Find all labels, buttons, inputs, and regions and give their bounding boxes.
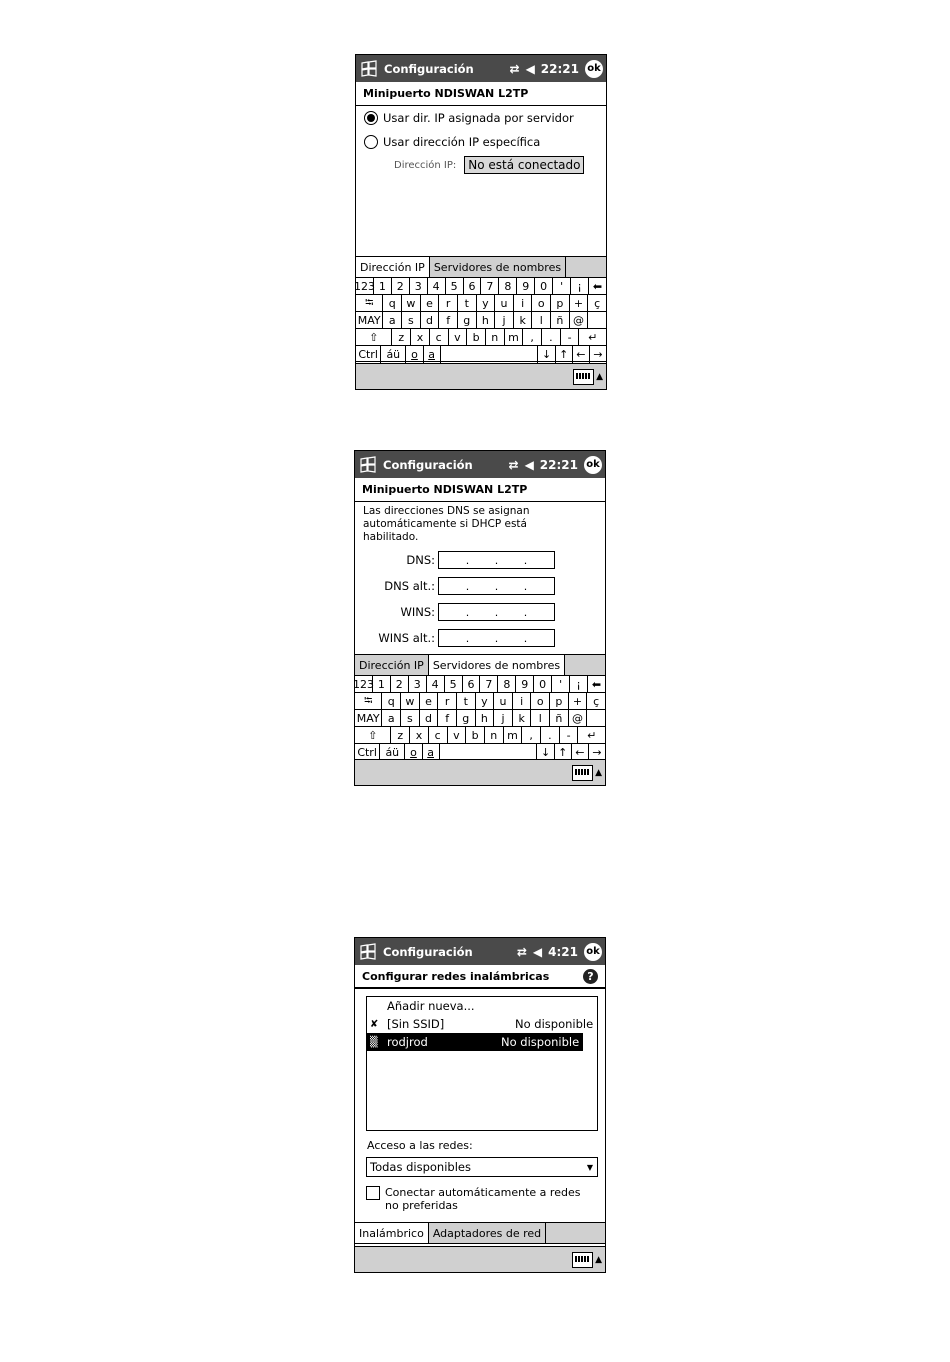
radio-server-assigned[interactable]	[356, 106, 606, 130]
dns-input[interactable]: . . .	[438, 551, 555, 569]
key[interactable]: 3	[409, 676, 427, 692]
key[interactable]: b	[467, 329, 486, 345]
backspace-key[interactable]: ⬅	[591, 677, 602, 691]
command-bar	[355, 1246, 605, 1272]
network-name: rodjrod	[387, 1035, 428, 1049]
key[interactable]: p	[551, 295, 570, 311]
key[interactable]: h	[477, 312, 496, 328]
title-bar	[355, 451, 605, 478]
key[interactable]: 9	[516, 676, 534, 692]
clock[interactable]: 22:21	[540, 61, 579, 76]
key[interactable]: s	[402, 312, 421, 328]
keyboard-icon[interactable]	[573, 369, 594, 385]
key[interactable]: q	[382, 693, 401, 709]
checkbox-label: Conectar automáticamente a redes no preferidas	[385, 1186, 581, 1212]
radio-icon[interactable]	[364, 135, 378, 149]
right-arrow-key[interactable]: →	[593, 348, 603, 361]
right-arrow-key[interactable]: →	[592, 746, 602, 759]
title-bar	[355, 938, 605, 965]
key[interactable]: ñ	[550, 710, 569, 726]
left-arrow-key[interactable]: ←	[573, 346, 590, 363]
tab-key[interactable]: ⭾	[355, 693, 382, 709]
keyboard-row	[355, 693, 605, 710]
soft-keyboard	[353, 278, 606, 362]
up-arrow-key[interactable]: ↑	[555, 744, 572, 761]
sip-menu-arrow-icon[interactable]: ▲	[595, 1254, 602, 1265]
keyboard-row	[355, 727, 605, 744]
tab-key[interactable]: ⭾	[356, 295, 383, 311]
key[interactable]: ñ	[551, 312, 570, 328]
key[interactable]: 123	[353, 279, 375, 293]
key[interactable]: 3	[410, 278, 428, 294]
key[interactable]: e	[420, 693, 439, 709]
key[interactable]: +	[570, 295, 589, 311]
caps-key[interactable]: MAY	[356, 312, 383, 328]
dropdown-arrow-icon[interactable]: ▼	[586, 1162, 593, 1172]
key[interactable]: k	[514, 312, 533, 328]
down-arrow-key[interactable]: ↓	[537, 744, 554, 761]
network-status: No disponible	[501, 1035, 580, 1049]
key[interactable]: ,	[522, 727, 541, 743]
key[interactable]: r	[438, 693, 457, 709]
key[interactable]: x	[410, 727, 429, 743]
up-arrow-key[interactable]: ↑	[556, 346, 573, 363]
keyboard-row	[356, 329, 606, 346]
key[interactable]: 7	[481, 278, 499, 294]
key[interactable]: v	[448, 727, 467, 743]
windows-start-icon[interactable]	[359, 60, 379, 78]
key[interactable]: ,	[523, 329, 542, 345]
screen-name-servers	[354, 450, 606, 786]
network-name: [Sin SSID]	[387, 1017, 445, 1031]
key[interactable]: .	[541, 727, 560, 743]
key[interactable]: b	[466, 727, 485, 743]
key[interactable]: a	[424, 346, 441, 363]
list-item[interactable]	[367, 1033, 583, 1051]
key[interactable]: d	[421, 312, 440, 328]
tab-ip-address[interactable]: Dirección IP	[356, 257, 430, 277]
wins-alt-label: WINS alt.:	[378, 631, 435, 645]
key[interactable]: t	[458, 295, 477, 311]
dns-alt-input[interactable]: . . .	[438, 577, 555, 595]
connection-icon[interactable]: ⇄	[508, 457, 519, 472]
keyboard-icon[interactable]	[572, 765, 593, 781]
key[interactable]: 2	[392, 278, 410, 294]
screen-ip-address	[355, 54, 607, 390]
down-arrow-key[interactable]: ↓	[538, 346, 555, 363]
tab-strip	[355, 1222, 605, 1244]
ctrl-key[interactable]: Ctrl	[355, 744, 380, 761]
key[interactable]: x	[411, 329, 430, 345]
tab-strip	[355, 654, 605, 676]
key[interactable]: z	[392, 329, 411, 345]
key[interactable]: +	[569, 693, 588, 709]
key[interactable]: o	[531, 693, 550, 709]
key[interactable]: n	[485, 727, 504, 743]
space-key[interactable]	[441, 346, 539, 363]
key[interactable]: o	[532, 295, 551, 311]
accent-key[interactable]: áü	[380, 744, 405, 761]
key[interactable]: 7	[480, 676, 498, 692]
key[interactable]: -	[561, 329, 580, 345]
access-point-icon: ▒	[370, 1036, 378, 1048]
key[interactable]: w	[401, 693, 420, 709]
page-header	[355, 965, 605, 989]
key[interactable]: c	[430, 329, 449, 345]
key[interactable]: f	[439, 312, 458, 328]
key[interactable]: m	[505, 329, 524, 345]
key[interactable]: ç	[593, 694, 600, 708]
wins-alt-input[interactable]: . . .	[438, 629, 555, 647]
key[interactable]: ¡	[570, 676, 588, 692]
auto-connect-option[interactable]	[366, 1186, 585, 1212]
title-bar	[356, 55, 606, 82]
key[interactable]: j	[494, 710, 513, 726]
screen-wireless-networks	[354, 937, 606, 1273]
connection-icon[interactable]: ⇄	[509, 61, 520, 76]
shift-key[interactable]: ⇧	[355, 727, 391, 743]
key[interactable]: 1	[374, 278, 392, 294]
key[interactable]: 8	[498, 676, 516, 692]
key[interactable]: h	[476, 710, 495, 726]
key[interactable]: g	[458, 312, 477, 328]
enter-key[interactable]: ↵	[588, 330, 598, 344]
left-arrow-key[interactable]: ←	[572, 744, 589, 761]
key[interactable]: n	[486, 329, 505, 345]
network-list[interactable]	[366, 996, 598, 1131]
page-title: Configurar redes inalámbricas	[362, 969, 550, 983]
access-select[interactable]	[366, 1157, 598, 1177]
dns-label: DNS:	[406, 553, 435, 567]
key[interactable]: u	[494, 693, 513, 709]
network-name: Añadir nueva...	[387, 999, 475, 1013]
caps-key[interactable]: MAY	[355, 710, 382, 726]
wins-input[interactable]: . . .	[438, 603, 555, 621]
sip-menu-arrow-icon[interactable]: ▲	[595, 767, 602, 778]
radio-specific-ip[interactable]	[356, 130, 606, 154]
key[interactable]: z	[391, 727, 410, 743]
key[interactable]: .	[542, 329, 561, 345]
dns-alt-label: DNS alt.:	[384, 579, 435, 593]
windows-start-icon[interactable]	[358, 456, 378, 474]
key[interactable]: 0	[535, 278, 553, 294]
key[interactable]: 2	[391, 676, 409, 692]
access-value: Todas disponibles	[370, 1160, 471, 1174]
key[interactable]: w	[402, 295, 421, 311]
key[interactable]: o	[405, 744, 422, 761]
key[interactable]: '	[552, 676, 570, 692]
radio-icon[interactable]	[364, 111, 378, 125]
dns-note: Las direcciones DNS se asignan automáticamente si DHCP está habilitado.	[363, 505, 530, 543]
ip-value-field: No está conectado	[464, 156, 584, 174]
list-item[interactable]	[367, 1015, 597, 1033]
key[interactable]: v	[449, 329, 468, 345]
key[interactable]: j	[495, 312, 514, 328]
key[interactable]: c	[429, 727, 448, 743]
radio-label: Usar dir. IP asignada por servidor	[383, 111, 574, 125]
key[interactable]: o	[406, 346, 423, 363]
page-title: Minipuerto NDISWAN L2TP	[355, 478, 605, 502]
key[interactable]: k	[513, 710, 532, 726]
key[interactable]: 123	[352, 677, 374, 691]
key[interactable]: 6	[463, 676, 481, 692]
key[interactable]: 5	[445, 676, 463, 692]
app-title: Configuración	[383, 944, 473, 959]
key[interactable]: i	[514, 295, 533, 311]
wins-label: WINS:	[400, 605, 435, 619]
tab-name-servers[interactable]: Servidores de nombres	[429, 655, 565, 675]
backspace-key[interactable]: ⬅	[592, 279, 603, 293]
key[interactable]: a	[383, 312, 402, 328]
key[interactable]: 5	[446, 278, 464, 294]
ad-hoc-network-icon: ✘	[370, 1018, 379, 1030]
app-title: Configuración	[384, 61, 474, 76]
speaker-icon[interactable]: ◀︎	[532, 944, 543, 959]
key[interactable]: a	[382, 710, 401, 726]
key[interactable]: 1	[373, 676, 391, 692]
key[interactable]: p	[550, 693, 569, 709]
key[interactable]: y	[477, 295, 496, 311]
keyboard-row	[356, 312, 606, 329]
key[interactable]: l	[531, 710, 550, 726]
key[interactable]: ç	[594, 296, 601, 310]
tab-name-servers[interactable]: Servidores de nombres	[430, 257, 566, 277]
keyboard-row	[353, 278, 606, 295]
key[interactable]: i	[513, 693, 532, 709]
keyboard-icon[interactable]	[572, 1252, 593, 1268]
radio-label: Usar dirección IP específica	[383, 135, 541, 149]
ok-button[interactable]: ok	[584, 456, 602, 474]
help-icon[interactable]: ?	[583, 969, 598, 984]
tab-ip-address[interactable]: Dirección IP	[355, 655, 429, 675]
app-title: Configuración	[383, 457, 473, 472]
key[interactable]: u	[495, 295, 514, 311]
key-blank	[588, 312, 606, 328]
key[interactable]: g	[457, 710, 476, 726]
key[interactable]: q	[383, 295, 402, 311]
connection-icon[interactable]: ⇄	[516, 944, 527, 959]
key[interactable]: @	[570, 312, 589, 328]
network-status: No disponible	[515, 1017, 594, 1031]
key[interactable]: 4	[428, 278, 446, 294]
key[interactable]: 9	[517, 278, 535, 294]
keyboard-row	[355, 710, 605, 727]
key[interactable]: ¡	[571, 278, 589, 294]
speaker-icon[interactable]: ◀︎	[525, 61, 535, 76]
enter-key[interactable]: ↵	[587, 728, 597, 742]
tab-network-adapters[interactable]: Adaptadores de red	[429, 1223, 546, 1243]
checkbox[interactable]	[366, 1186, 380, 1200]
keyboard-row	[356, 295, 606, 312]
key-blank	[587, 710, 605, 726]
sip-menu-arrow-icon[interactable]: ▲	[596, 371, 603, 382]
key[interactable]: l	[532, 312, 551, 328]
key[interactable]: '	[553, 278, 571, 294]
key[interactable]: 8	[499, 278, 517, 294]
key[interactable]: m	[504, 727, 523, 743]
ctrl-key[interactable]: Ctrl	[356, 346, 381, 363]
key[interactable]: r	[439, 295, 458, 311]
keyboard-row	[356, 346, 606, 363]
key[interactable]: s	[401, 710, 420, 726]
key[interactable]: 4	[427, 676, 445, 692]
key[interactable]: 0	[534, 676, 552, 692]
key[interactable]: -	[560, 727, 579, 743]
clock[interactable]: 22:21	[539, 457, 578, 472]
access-label: Acceso a las redes:	[367, 1139, 473, 1152]
key[interactable]: 6	[464, 278, 482, 294]
speaker-icon[interactable]: ◀︎	[524, 457, 534, 472]
shift-key[interactable]: ⇧	[356, 329, 392, 345]
tab-wireless[interactable]: Inalámbrico	[355, 1223, 429, 1243]
list-item[interactable]	[367, 997, 597, 1015]
windows-start-icon[interactable]	[358, 943, 378, 961]
clock[interactable]: 4:21	[548, 944, 578, 959]
ok-button[interactable]: ok	[584, 943, 602, 961]
soft-keyboard	[352, 676, 605, 760]
key[interactable]: f	[438, 710, 457, 726]
key[interactable]: t	[457, 693, 476, 709]
key[interactable]: e	[421, 295, 440, 311]
key[interactable]: a	[423, 744, 440, 761]
accent-key[interactable]: áü	[381, 346, 406, 363]
key[interactable]: @	[569, 710, 588, 726]
tab-strip	[356, 256, 606, 278]
keyboard-row	[352, 676, 605, 693]
command-bar	[355, 759, 605, 785]
key[interactable]: d	[420, 710, 439, 726]
page-title: Minipuerto NDISWAN L2TP	[356, 82, 606, 106]
command-bar	[356, 363, 606, 389]
ip-label: Dirección IP:	[394, 159, 457, 171]
key[interactable]: y	[476, 693, 495, 709]
ok-button[interactable]: ok	[585, 60, 603, 78]
